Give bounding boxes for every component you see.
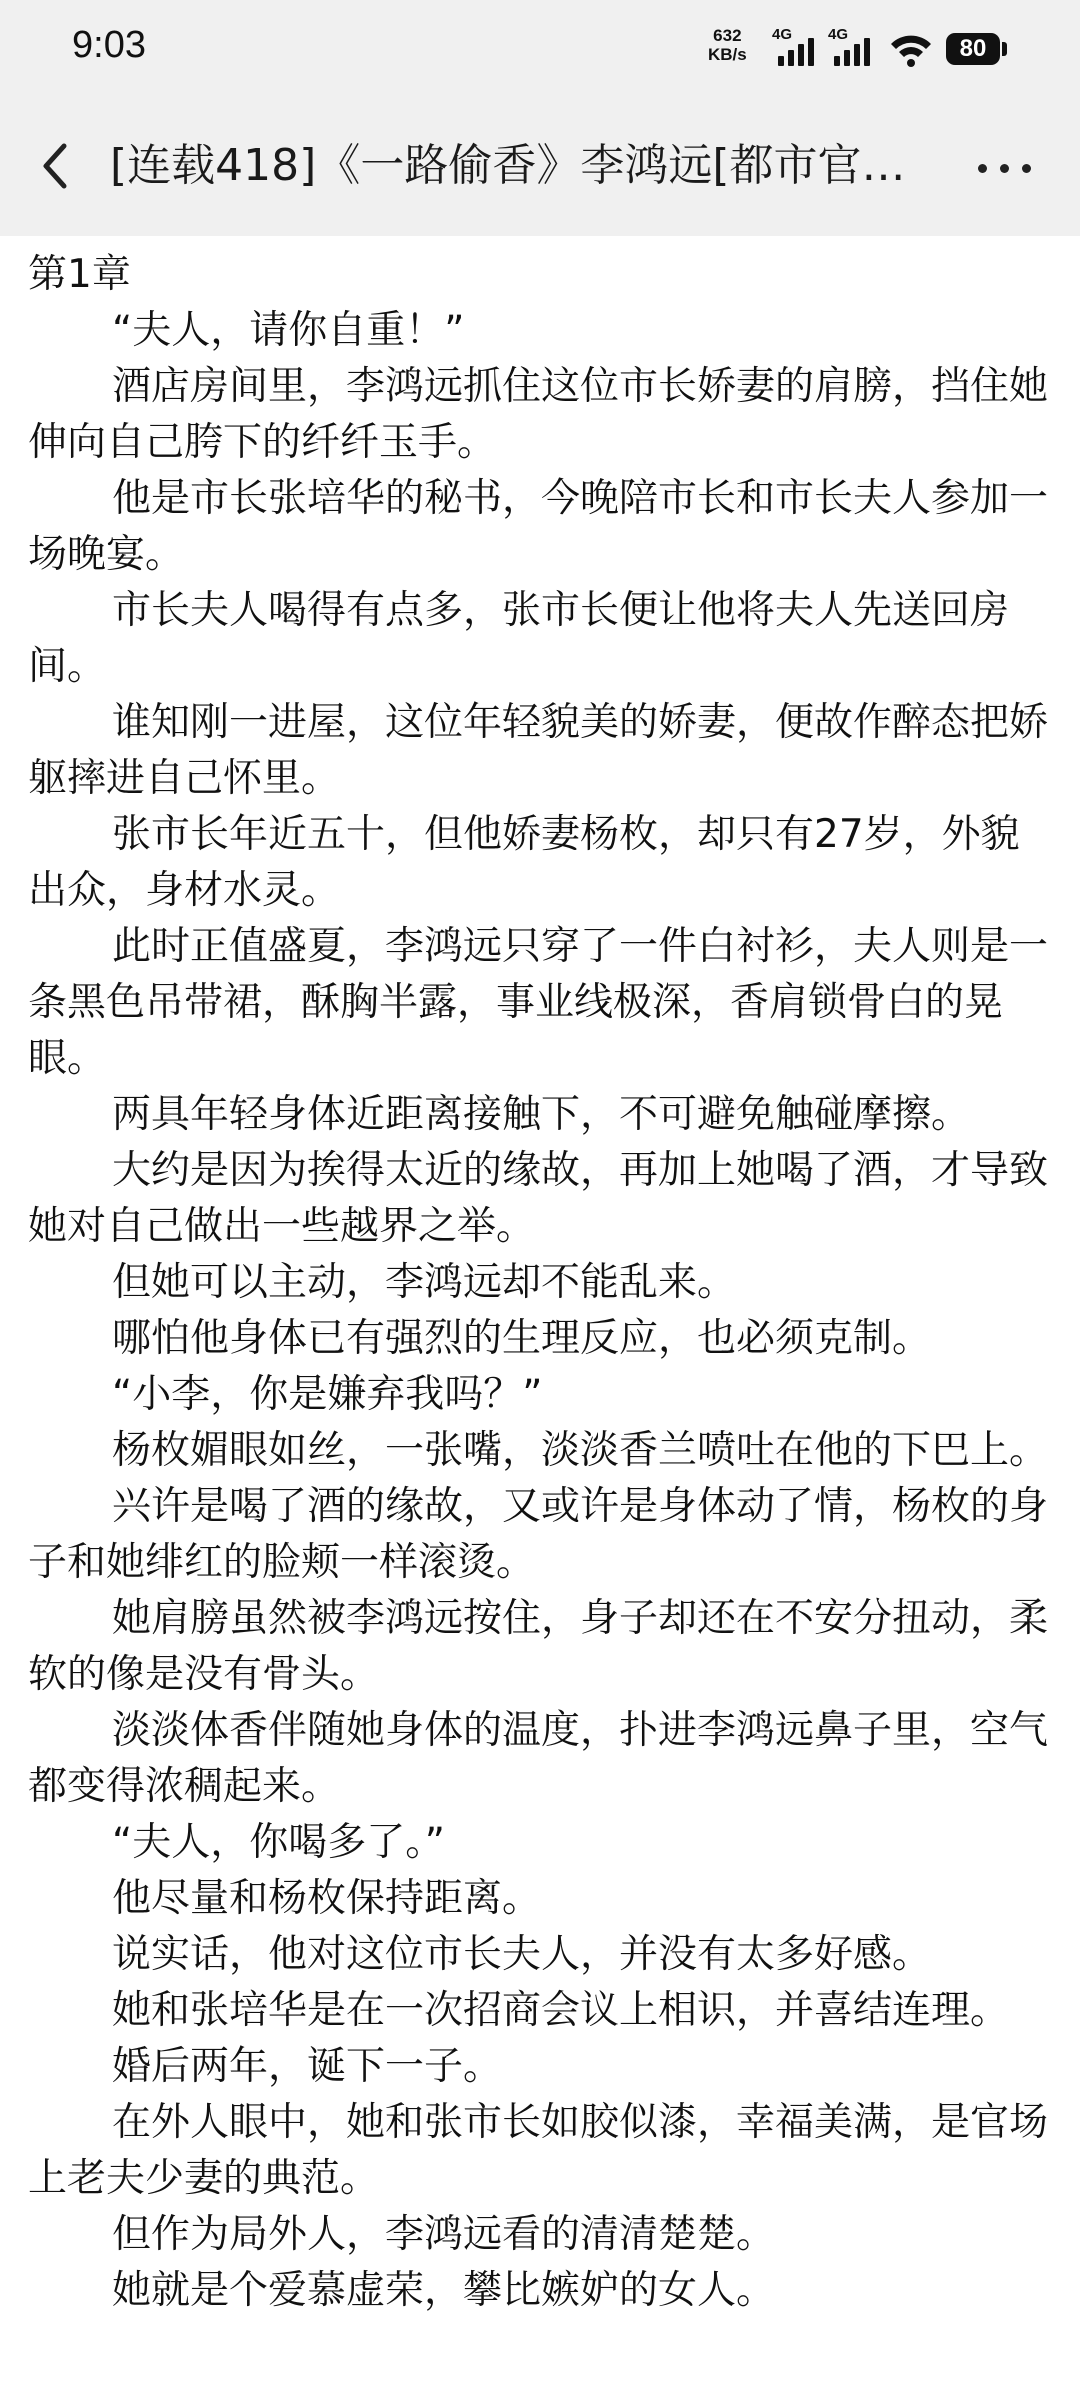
- signal-label: 4G: [828, 26, 849, 43]
- paragraph: 酒店房间里，李鸿远抓住这位市长娇妻的肩膀，挡住她伸向自己胯下的纤纤玉手。: [28, 364, 1049, 465]
- network-speed: [708, 26, 747, 64]
- page-title: [连载418]《一路偷香》李鸿远[都市官…: [110, 140, 906, 191]
- wifi-icon: [888, 30, 934, 70]
- paragraph: 她肩膀虽然被李鸿远按住，身子却还在不安分扭动，柔软的像是没有骨头。: [28, 1596, 1049, 1697]
- paragraph: 婚后两年，诞下一子。: [112, 2044, 503, 2089]
- paragraph: 他尽量和杨枚保持距离。: [112, 1876, 542, 1921]
- signal-icon: [772, 26, 818, 70]
- paragraph: 市长夫人喝得有点多，张市长便让他将夫人先送回房间。: [28, 588, 1010, 689]
- paragraph: 兴许是喝了酒的缘故，又或许是身体动了情，杨枚的身子和她绯红的脸颊一样滚烫。: [28, 1484, 1049, 1585]
- paragraph: 此时正值盛夏，李鸿远只穿了一件白衬衫，夫人则是一条黑色吊带裙，酥胸半露，事业线极深，香肩锁骨白的晃眼。: [28, 924, 1049, 1081]
- paragraph: 张市长年近五十，但他娇妻杨枚，却只有27岁，外貌出众，身材水灵。: [28, 812, 1020, 913]
- status-bar: [0, 0, 1080, 100]
- chapter-heading: 第1章: [28, 252, 131, 297]
- network-speed-unit: KB/s: [708, 45, 747, 64]
- signal-icon: [828, 26, 874, 70]
- article-body: [28, 247, 1054, 2400]
- paragraph: 他是市长张培华的秘书，今晚陪市长和市长夫人参加一场晚宴。: [28, 476, 1049, 577]
- top-header-area: [0, 0, 1080, 236]
- paragraph: 杨枚媚眼如丝，一张嘴，淡淡香兰喷吐在他的下巴上。: [112, 1428, 1049, 1473]
- paragraph: 在外人眼中，她和张市长如胶似漆，幸福美满，是官场上老夫少妻的典范。: [28, 2100, 1049, 2201]
- paragraph: 大约是因为挨得太近的缘故，再加上她喝了酒，才导致她对自己做出一些越界之举。: [28, 1148, 1049, 1249]
- paragraph: 但作为局外人，李鸿远看的清清楚楚。: [112, 2212, 776, 2257]
- more-horizontal-icon[interactable]: [970, 136, 1040, 196]
- paragraph: 淡淡体香伴随她身体的温度，扑进李鸿远鼻子里，空气都变得浓稠起来。: [28, 1708, 1049, 1809]
- signal-label: 4G: [772, 26, 793, 43]
- paragraph: 她就是个爱慕虚荣，攀比嫉妒的女人。: [112, 2268, 776, 2313]
- paragraph: 两具年轻身体近距离接触下，不可避免触碰摩擦。: [112, 1092, 971, 1137]
- clock: 9:03: [72, 24, 146, 66]
- paragraph: “小李，你是嫌弃我吗？”: [112, 1372, 543, 1417]
- battery-tip: [1002, 42, 1007, 56]
- network-speed-value: 632: [713, 26, 742, 45]
- chevron-left-icon[interactable]: [28, 136, 88, 196]
- paragraph: 说实话，他对这位市长夫人，并没有太多好感。: [112, 1932, 932, 1977]
- paragraph: 但她可以主动，李鸿远却不能乱来。: [112, 1260, 737, 1305]
- paragraph: “夫人，请你自重！”: [112, 308, 465, 353]
- paragraph: 哪怕他身体已有强烈的生理反应，也必须克制。: [112, 1316, 932, 1361]
- app-bar: [0, 118, 1080, 218]
- paragraph: “夫人，你喝多了。”: [112, 1820, 445, 1865]
- battery-icon: 80: [946, 33, 1000, 65]
- paragraph: 她和张培华是在一次招商会议上相识，并喜结连理。: [112, 1988, 1010, 2033]
- paragraph: 谁知刚一进屋，这位年轻貌美的娇妻，便故作醉态把娇躯摔进自己怀里。: [28, 700, 1049, 801]
